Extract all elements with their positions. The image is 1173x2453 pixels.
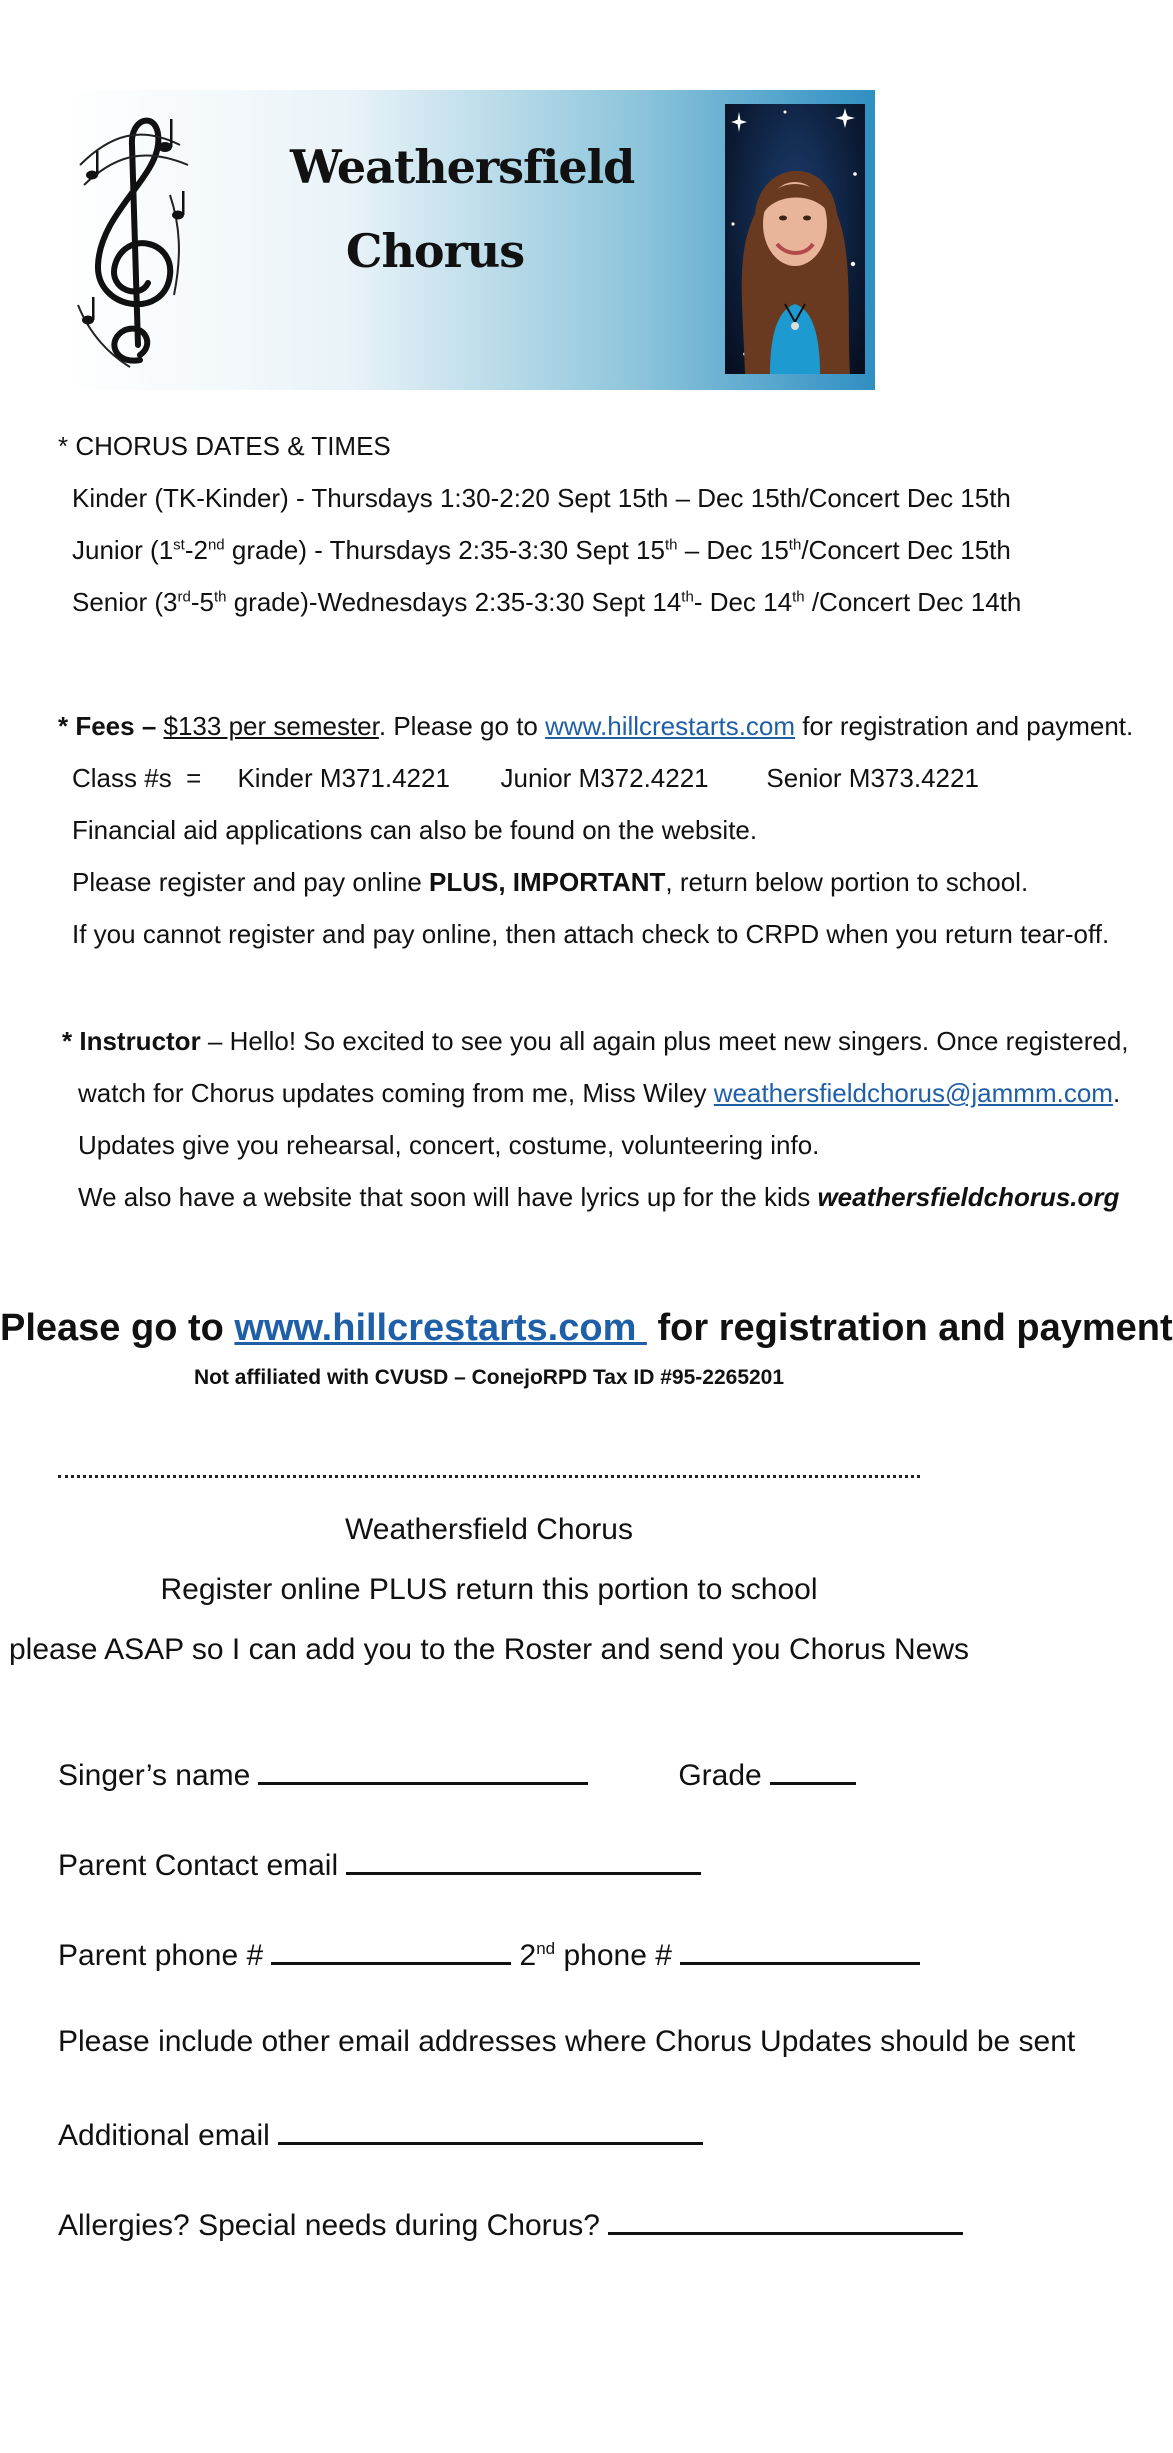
additional-email-label: Additional email (58, 2119, 270, 2152)
dates-section (58, 420, 1021, 628)
other-emails-note: Please include other email addresses where Chorus Updates should be sent (58, 2025, 1076, 2058)
title-line-1: Weathersfield (290, 140, 635, 194)
singer-name-row (58, 1752, 856, 1796)
portrait-illustration (725, 104, 865, 374)
title-line-2: Chorus (345, 224, 525, 278)
senior-p5: /Concert Dec 14th (804, 587, 1022, 617)
senior-s4: th (792, 588, 805, 606)
instructor-line-4 (58, 1171, 1129, 1223)
financial-aid: Financial aid applications can also be found on the website. (72, 815, 758, 845)
additional-email-field[interactable] (278, 2112, 703, 2145)
tear-off-line-2: Register online PLUS return this portion to school (160, 1573, 818, 1606)
junior-p5: /Concert Dec 15th (801, 535, 1011, 565)
kinder-schedule (58, 472, 1021, 524)
junior-s4: th (788, 536, 802, 554)
tear-off-divider (58, 1475, 920, 1478)
registration-post: for registration and payment (646, 1307, 1173, 1349)
register-post: , return below portion to school. (665, 867, 1029, 897)
allergies-row (58, 2202, 963, 2246)
tear-off-title: Weathersfield Chorus (345, 1513, 633, 1546)
instructor-greeting: – Hello! So excited to see you all again plus meet new singers. Once registered, (200, 1026, 1129, 1056)
class-numbers: Class #s = Kinder M371.4221 Junior M372.4221 Senior M373.4221 (72, 763, 979, 793)
second-phone-sup: nd (536, 1939, 556, 1958)
junior-p4: – Dec 15 (677, 535, 789, 565)
senior-s1: rd (177, 588, 191, 606)
instructor-line4-pre: We also have a website that soon will have lyrics up for the kids (78, 1182, 818, 1212)
senior-s2: th (213, 588, 227, 606)
fees-amount: $133 per semester (163, 711, 379, 741)
fees-website-link[interactable]: www.hillcrestarts.com (545, 711, 796, 741)
fees-go-to: . Please go to (378, 711, 546, 741)
registration-heading (0, 1298, 1173, 1358)
instructor-line2-pre: watch for Chorus updates coming from me, Miss Wiley (78, 1078, 714, 1108)
tear-off-heading (0, 1500, 978, 1680)
registration-pre: Please go to (0, 1307, 235, 1349)
fees-label: * Fees – (58, 711, 164, 741)
instructor-email-link[interactable]: weathersfieldchorus@jammm.com (713, 1078, 1113, 1108)
junior-schedule (58, 524, 1021, 576)
fees-after: for registration and payment. (795, 711, 1134, 741)
instructor-line2-post: . (1112, 1078, 1121, 1108)
allergies-label: Allergies? Special needs during Chorus? (58, 2209, 600, 2242)
register-note (58, 856, 1133, 908)
parent-email-row (58, 1842, 701, 1886)
register-bold: PLUS, IMPORTANT (429, 867, 666, 897)
senior-p4: - Dec 14 (693, 587, 793, 617)
senior-p1: Senior (3 (72, 587, 178, 617)
fees-line (58, 700, 1133, 752)
second-phone-label (520, 1939, 672, 1972)
senior-p3: grade)-Wednesdays 2:35-3:30 Sept 14 (226, 587, 682, 617)
junior-s3: th (664, 536, 678, 554)
junior-p1: Junior (1 (72, 535, 174, 565)
senior-p2: -5 (190, 587, 214, 617)
register-pre: Please register and pay online (72, 867, 430, 897)
instructor-section (58, 1015, 1129, 1223)
junior-s2: nd (207, 536, 225, 554)
tear-off-line-3: please ASAP so I can add you to the Roster and send you Chorus News (8, 1633, 970, 1666)
instructor-line-3: Updates give you rehearsal, concert, costume, volunteering info. (78, 1130, 820, 1160)
dates-heading: * CHORUS DATES & TIMES (58, 431, 391, 461)
singer-name-label: Singer’s name (58, 1759, 251, 1792)
junior-p3: grade) - Thursdays 2:35-3:30 Sept 15 (224, 535, 665, 565)
senior-schedule (58, 576, 1021, 628)
tax-disclaimer: Not affiliated with CVUSD – ConejoRPD Tax ID #95-2265201 (193, 1366, 785, 1389)
grade-label: Grade (678, 1759, 762, 1792)
header-banner (65, 90, 875, 390)
parent-phone-field[interactable] (271, 1932, 511, 1965)
parent-email-field[interactable] (346, 1842, 701, 1875)
instructor-line-2 (58, 1067, 1129, 1119)
junior-s1: st (173, 536, 185, 554)
second-phone-post: phone # (555, 1939, 672, 1972)
treble-clef-icon (70, 105, 195, 375)
singer-name-field[interactable] (258, 1752, 588, 1785)
instructor-line-1 (58, 1015, 1129, 1067)
junior-p2: -2 (184, 535, 208, 565)
senior-s3: th (681, 588, 694, 606)
phone-row (58, 1932, 920, 1976)
parent-email-label: Parent Contact email (58, 1849, 339, 1882)
banner-title (290, 125, 635, 293)
kinder-text: Kinder (TK-Kinder) - Thursdays 1:30-2:20 Sept 15th – Dec 15th/Concert Dec 15th (72, 483, 1011, 513)
check-note: If you cannot register and pay online, then attach check to CRPD when you return tear-off. (72, 919, 1110, 949)
second-phone-pre: 2 (519, 1939, 537, 1972)
allergies-field[interactable] (608, 2202, 963, 2235)
grade-field[interactable] (770, 1752, 856, 1785)
additional-email-row (58, 2112, 703, 2156)
instructor-label: * Instructor (62, 1026, 201, 1056)
second-phone-field[interactable] (680, 1932, 920, 1965)
chorus-website: weathersfieldchorus.org (817, 1182, 1120, 1212)
fees-section (58, 700, 1133, 960)
parent-phone-label: Parent phone # (58, 1939, 264, 1972)
registration-website-link[interactable]: www.hillcrestarts.com (234, 1307, 647, 1349)
instructor-photo (725, 104, 865, 374)
